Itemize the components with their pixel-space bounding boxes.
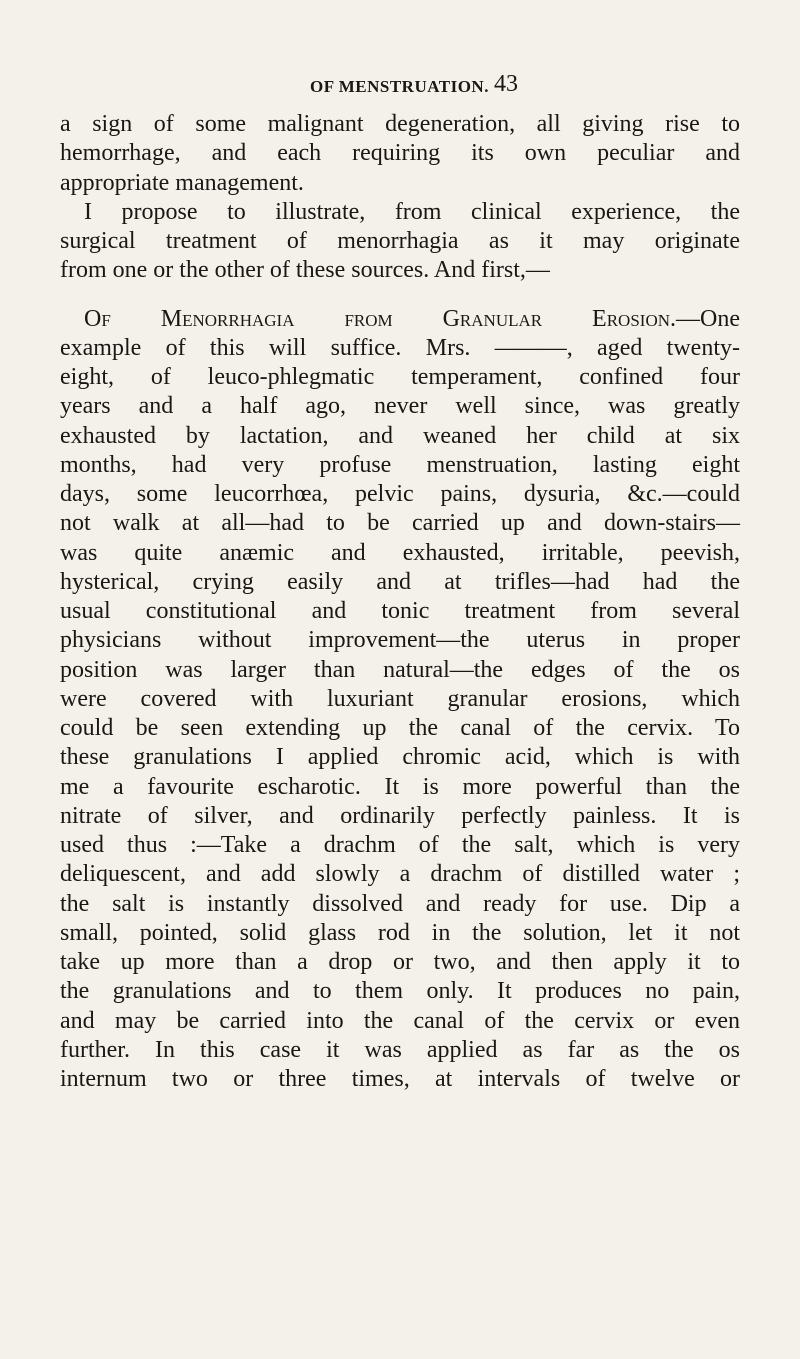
text-line: used thus :—Take a drachm of the salt, which is very — [60, 832, 740, 858]
section-first-line — [60, 305, 740, 334]
text-line: the salt is instantly dissolved and ready for use. Dip a — [60, 890, 740, 917]
text-line: surgical treatment of menorrhagia as it may originate — [60, 228, 740, 254]
text-line: exhausted by lactation, and weaned her child at six — [60, 422, 740, 449]
text-line: example of this will suffice. Mrs. ———, aged twenty- — [60, 334, 740, 361]
text-line: was quite anæmic and exhausted, irritable, peevish, — [60, 539, 740, 566]
text-line: position was larger than natural—the edges of the os — [60, 656, 740, 683]
text-line: eight, of leuco-phlegmatic temperament, confined four — [60, 364, 740, 390]
page-number: 43 — [494, 71, 518, 97]
section-heading: Of Menorrhagia from Granular Erosion. — [84, 305, 677, 332]
text-line: usual constitutional and tonic treatment from several — [60, 598, 740, 624]
text-line: were covered with luxuriant granular erosions, which — [60, 685, 740, 712]
text-line: and may be carried into the canal of the cervix or even — [60, 1007, 740, 1034]
text-line: take up more than a drop or two, and then apply it to — [60, 949, 740, 975]
text-line: nitrate of silver, and ordinarily perfectly painless. It is — [60, 802, 740, 829]
text-line: not walk at all—had to be carried up and down-stairs— — [60, 510, 740, 537]
text-line: appropriate management. — [60, 169, 304, 196]
text-line: days, some leucorrhœa, pelvic pains, dysuria, &c.—could — [60, 481, 740, 507]
body-text — [60, 110, 740, 1094]
text-line: could be seen extending up the canal of the cervix. To — [60, 715, 740, 741]
text-line: physicians without improvement—the uterus in proper — [60, 627, 740, 654]
section-heading-continuation: —One — [676, 305, 740, 332]
text-line: I propose to illustrate, from clinical experience, the — [84, 198, 740, 225]
running-head — [0, 71, 800, 107]
text-line: the granulations and to them only. It produces no pain, — [60, 978, 740, 1005]
text-line: hemorrhage, and each requiring its own peculiar and — [60, 140, 740, 167]
text-line: further. In this case it was applied as far as the os — [60, 1036, 740, 1063]
text-line: from one or the other of these sources. And first,— — [60, 257, 550, 284]
running-title: OF MENSTRUATION. — [310, 77, 489, 96]
text-line: deliquescent, and add slowly a drachm of distilled water ; — [60, 861, 740, 888]
text-line: months, had very profuse menstruation, lasting eight — [60, 451, 740, 478]
section-paragraph — [60, 305, 740, 1095]
text-line: small, pointed, solid glass rod in the solution, let it not — [60, 919, 740, 946]
text-line: hysterical, crying easily and at trifles—had had the — [60, 568, 740, 595]
paragraph-2 — [60, 198, 740, 286]
text-line: years and a half ago, never well since, was greatly — [60, 393, 740, 420]
paragraph-1 — [60, 110, 740, 198]
section-gap — [60, 286, 740, 305]
text-line: me a favourite escharotic. It is more powerful than the — [60, 773, 740, 800]
text-line: these granulations I applied chromic acid, which is with — [60, 744, 740, 771]
text-line: a sign of some malignant degeneration, all giving rise to — [60, 111, 740, 137]
text-line: internum two or three times, at intervals of twelve or — [60, 1066, 740, 1092]
